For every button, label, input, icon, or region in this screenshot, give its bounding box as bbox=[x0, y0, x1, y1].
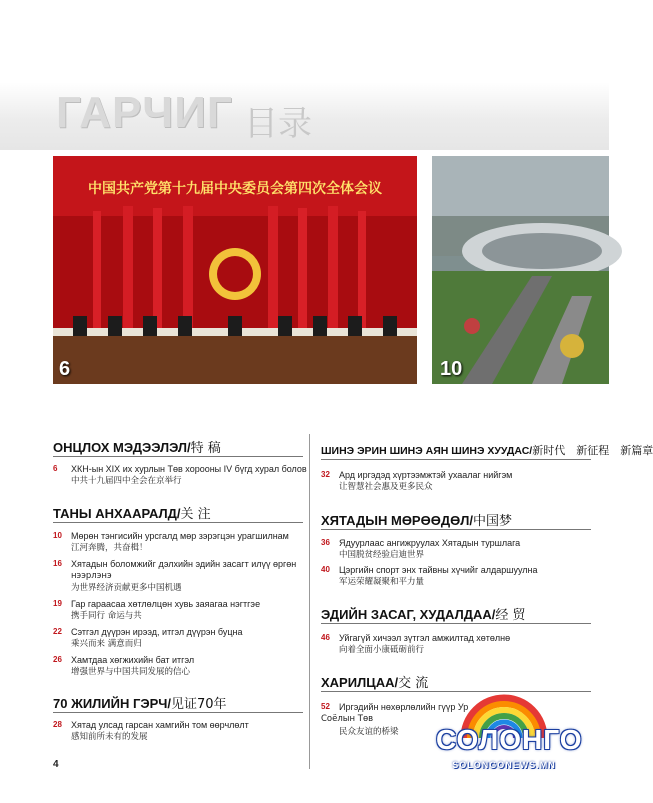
section-rule bbox=[321, 623, 591, 624]
section-heading-70-years: 70 ЖИЛИЙН ГЭРЧ/见证70年 bbox=[53, 696, 227, 712]
section-rule bbox=[321, 459, 591, 460]
section-heading-featured: ОНЦЛОХ МЭДЭЭЛЭЛ/特 稿 bbox=[53, 440, 221, 456]
plenary-session-photo bbox=[53, 156, 417, 384]
expo-center-illustration bbox=[432, 156, 609, 384]
section-rule bbox=[53, 712, 303, 713]
photo-page-number: 10 bbox=[440, 358, 463, 380]
solongo-watermark-logo bbox=[434, 678, 583, 778]
section-heading-attention: ТАНЫ АНХААРАЛД/关 注 bbox=[53, 506, 211, 522]
section-heading-economy-trade: ЭДИЙН ЗАСАГ, ХУДАЛДАА/经 贸 bbox=[321, 607, 526, 623]
section-heading-chinese-dream: ХЯТАДЫН МӨРӨӨДӨЛ/中国梦 bbox=[321, 513, 512, 529]
plenary-banner: 中国共产党第十九届中央委员会第四次全体会议 bbox=[88, 181, 382, 197]
section-heading-exchange: ХАРИЛЦАА/交 流 bbox=[321, 675, 429, 691]
section-rule bbox=[321, 529, 591, 530]
section-rule bbox=[53, 522, 303, 523]
column-divider bbox=[309, 434, 310, 769]
page-number: 4 bbox=[53, 759, 59, 770]
watermark-name: СОЛОНГО bbox=[436, 724, 583, 755]
watermark-site: SOLONGONEWS.MN bbox=[452, 760, 556, 770]
page-title: ГАРЧИГ bbox=[56, 88, 233, 137]
expo-center-photo bbox=[432, 156, 609, 384]
section-heading-new-era: ШИНЭ ЭРИН ШИНЭ АЯН ШИНЭ ХУУДАС/新时代 新征程 新篇章 bbox=[321, 444, 653, 457]
section-rule bbox=[53, 456, 303, 457]
photo-page-number: 6 bbox=[59, 358, 71, 380]
page-title-chinese: 目录 bbox=[244, 104, 312, 144]
